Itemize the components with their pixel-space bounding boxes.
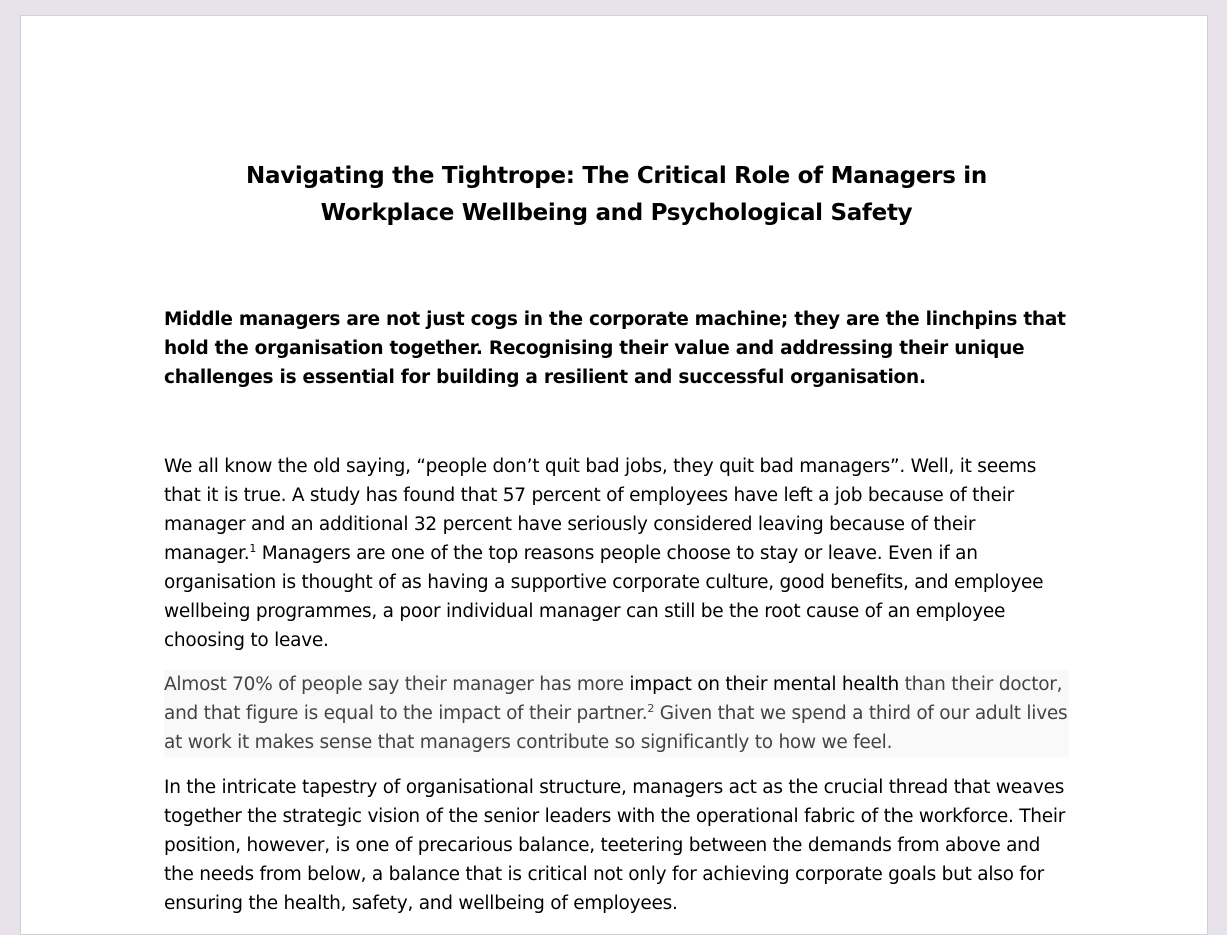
paragraph-3: In the intricate tapestry of organisational structure, managers act as the crucial thread that weaves together the strategic vision of the senior leaders with the operational fabric of the workforce. Their position, however, is one of precarious balance, teetering between the demands from above and the needs from below, a balance that is critical not only for achieving corporate goals but also for ensuring the health, safety, and wellbeing of employees. xyxy=(164,777,1066,914)
title-line-1: Navigating the Tightrope: The Critical Role of Managers in xyxy=(246,163,987,189)
footnote-ref-2[interactable]: 2 xyxy=(647,701,655,715)
footnote-ref-1[interactable]: 1 xyxy=(249,541,257,555)
paragraph-1-text-b: Managers are one of the top reasons people choose to stay or leave. Even if an organisation is thought of as having a supportive corporate culture, good benefits, and employee wellbeing programmes, a poor individual manager can still be the root cause of an employee choosing to leave. xyxy=(164,543,1044,651)
paragraph-2-text-b: than their doctor, and that figure is equal to the impact of their partner. xyxy=(164,674,1063,724)
paragraph-2-emphasis: impact on their mental health xyxy=(629,674,899,695)
document-page xyxy=(20,15,1208,935)
document-body[interactable] xyxy=(164,158,1069,918)
paragraph-2-text-c: Given that we spend a third of our adult lives at work it makes sense that managers contribute so significantly to how we feel. xyxy=(164,703,1068,753)
title-line-2: Workplace Wellbeing and Psychological Safety xyxy=(320,200,913,226)
paragraph-2 xyxy=(164,670,1069,757)
paragraph-1-text-a: We all know the old saying, “people don’t quit bad jobs, they quit bad managers”. Well, it seems that it is true. A study has found that 57 percent of employees have left a job because of their manager and an additional 32 percent have seriously considered leaving because of their manager. xyxy=(164,456,1037,564)
paragraph-2-text-a: Almost 70% of people say their manager has more xyxy=(164,674,630,695)
document-title xyxy=(164,158,1069,232)
paragraph-1 xyxy=(164,452,1069,655)
lead-paragraph: Middle managers are not just cogs in the corporate machine; they are the linchpins that hold the organisation together. Recognising their value and addressing their unique challenges is essential for building a resilient and successful organisation. xyxy=(164,309,1066,388)
